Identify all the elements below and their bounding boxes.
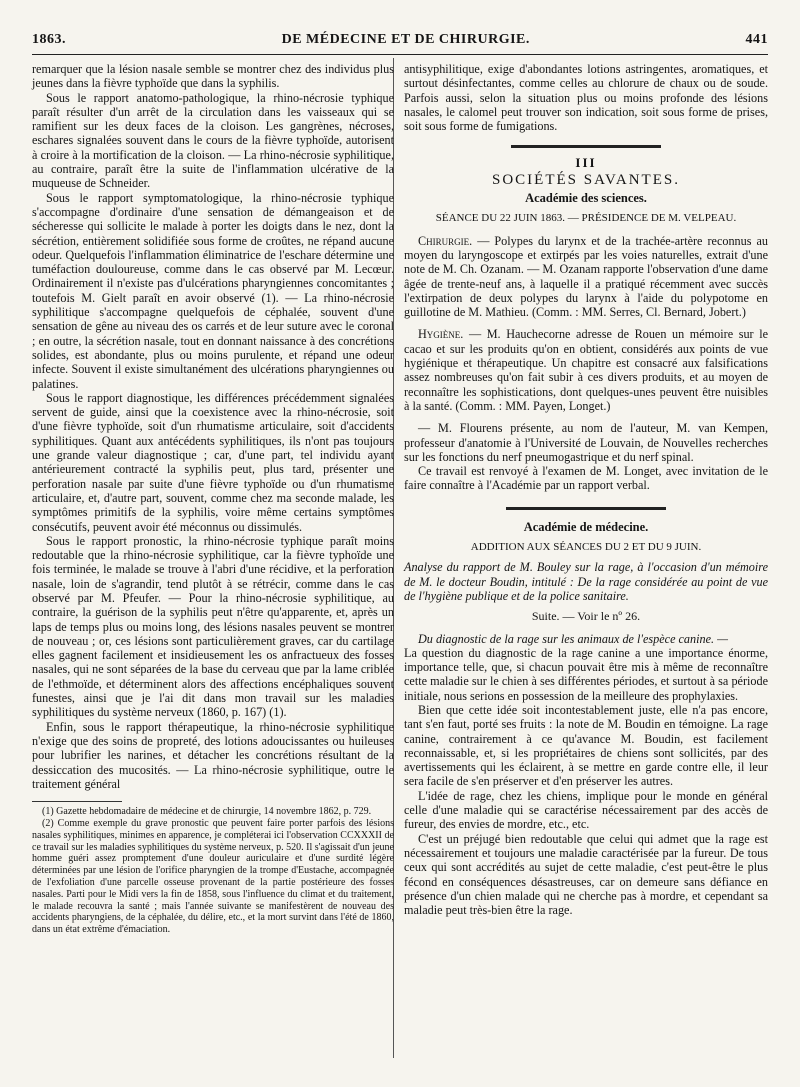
paragraph: La question du diagnostic de la rage canine a une importance énorme, importance telle, que, si chacun pouvait être mis à même de reconnaître cette maladie sur le chien à ses différentes périodes, et surtout à sa période initiale, nous serions en possession de la meilleure des prophylaxies.	[404, 645, 768, 703]
footnotes	[32, 806, 394, 936]
paragraph: antisyphilitique, exige d'abondantes lotions astringentes, aromatiques, et surtout désinfectantes, comme celles au chlorure de chaux ou de soude. Parfois aussi, selon la situation plus ou moins profonde des lésions nasales, le calomel peut trouver son indication, soit sous forme de prises, soit sous forme de fumigations.	[404, 62, 768, 134]
header-year: 1863.	[32, 32, 66, 47]
footnote: (1) Gazette hebdomadaire de médecine et de chirurgie, 14 novembre 1862, p. 729.	[42, 806, 372, 818]
session-line: SÉANCE DU 22 JUIN 1863. — PRÉSIDENCE DE M. VELPEAU.	[435, 212, 737, 225]
section-number: III	[575, 155, 597, 171]
paragraph: Sous le rapport pronostic, la rhino-nécrosie typhique paraît moins redoutable que la rhino-nécrosie syphilitique, car la fièvre typhoïde une fois terminée, le malade se trouve à l'abri d'une récidive, et la perforation nasale, loin de s'agrandir, tend plutôt à se rétrécir, comme dans le cas observé par M. Pfeufer. — Pour la rhino-nécrosie syphilitique, au contraire, la guérison de la syphilis peut n'être qu'apparente, et, après un laps de temps plus ou moins long, des lésions nasales peuvent se montrer de nouveau ; or, ces lésions sont particulièrement graves, car du cartilage elles gagnent facilement et insidieusement les os anfractueux des fosses nasales, qui ne sont séparées de la base du cerveau que par la lame criblée de l'ethmoïde, et déterminent alors des affections encéphaliques souvent funestes, ainsi que je l'ai dit dans mon travail sur les maladies syphilitiques du système nerveux (1860, p. 167) (1).	[32, 533, 394, 720]
left-column	[32, 62, 394, 936]
analysis-title: Analyse du rapport de M. Bouley sur la rage, à l'occasion d'un mémoire de M. le docteur Boudin, intitulé : De la rage considérée au point de vue de l'hygiène publique et de la police sanitaire.	[404, 560, 768, 603]
entry-label: Hygiène.	[418, 327, 464, 342]
paragraph: L'idée de rage, chez les chiens, implique pour le monde en général celle d'une maladie qui se caractérise nécessairement par des accès de fureur, des envies de mordre, etc., etc.	[404, 788, 768, 832]
continuation-note: Suite. — Voir le nº 26.	[531, 609, 641, 624]
entry-label: Chirurgie.	[418, 233, 473, 248]
session-line: ADDITION AUX SÉANCES DU 2 ET DU 9 JUIN.	[470, 541, 702, 554]
section-rule	[506, 507, 666, 510]
paragraph: remarquer que la lésion nasale semble se montrer chez des individus plus jeunes dans la fièvre typhoïde que dans la syphilis.	[32, 62, 394, 91]
paragraph: Sous le rapport anatomo-pathologique, la rhino-nécrosie typhique paraît résulter d'un arrêt de la circulation dans les vaisseaux qui se ramifient sur les deux faces de la cloison. Les gangrènes, nécroses, eschares signalées souvent dans le cours de la fièvre typhoïde, autorisent à croire à la mortification de la cloison. — La rhino-nécrosie syphilitique, au contraire, paraît être la suite de l'inflammation ulcérative de la muqueuse de Schneider.	[32, 90, 394, 191]
section-title: SOCIÉTÉS SAVANTES.	[492, 171, 680, 188]
paragraph: Ce travail est renvoyé à l'examen de M. Longet, avec invitation de le faire connaître à l'Académie par un rapport verbal.	[404, 464, 768, 493]
section-rule	[511, 145, 661, 148]
paragraph: Bien que cette idée soit incontestablement juste, elle n'a pas encore, tant s'en faut, porté ses fruits : la note de M. Boudin en témoigne. La rage canine, contrairement à ce qu'avance M. Boudin, est facilement reconnaissable, et, si les propriétaires de chiens sont sollicités, par des avertissements qui les éclairent, à se mettre en garde contre elle, il leur sera facile de s'en préserver et d'en préserver les autres.	[404, 702, 768, 789]
paragraph: Enfin, sous le rapport thérapeutique, la rhino-nécrosie syphilitique n'exige que des soins de propreté, des lotions adoucissantes ou huileuses pour lubrifier les narines, et détacher les concrétions résultant de la dessiccation des mucosités. — La rhino-nécrosie syphilitique, outre le traitement général	[32, 719, 394, 791]
entry-text: — M. Hauchecorne adresse de Rouen un mémoire sur le cacao et sur les produits qu'on en obtient, considérés aux points de vue hygiénique et thérapeutique. Un chapitre est consacré aux falsifications assez nombreuses qu'on fait subir à ces divers produits, et au moyen de reconnaître les sophistications, dont quelques-unes peuvent être nuisibles à la santé. (Comm. : MM. Payen, Longet.)	[404, 327, 768, 413]
footnote: (2) Comme exemple du grave pronostic que peuvent faire porter parfois des lésions nasales syphilitiques, minimes en apparence, je compléterai ici l'observation CCXXXII de ce travail sur les maladies syphilitiques du système nerveux, p. 520. Il s'agissait d'un jeune homme guéri assez promptement d'une douleur auriculaire et d'une surdité légère déterminées par une lésion de l'orifice pharyngien de la trompe d'Eustache, accompagnée de l'exfoliation d'une parcelle osseuse provenant de la partie postérieure des fosses nasales. Parti pour le Midi vers la fin de 1858, sous l'influence du climat et du traitement, le malade recouvra la santé ; mais l'année suivante se manifestèrent de nouveau des accidents pharyngiens, de la céphalée, du délire, etc., et la mort survint dans l'été de 1860, dans un état extrême d'émaciation.	[32, 817, 394, 936]
subsection-title: Du diagnostic de la rage sur les animaux de l'espèce canine. —	[418, 631, 728, 646]
right-column	[404, 62, 768, 917]
report-entry	[404, 327, 768, 413]
academy-heading: Académie des sciences.	[525, 191, 647, 206]
paragraph: Sous le rapport diagnostique, les différences précédemment signalées servent de guide, ainsi que la coexistence avec la rhino-nécrosie, soit d'une fièvre typhoïde, soit d'un rhumatisme articulaire, soit d'accidents syphilitiques. Quant aux antécédents syphilitiques, ils n'ont pas toujours une grande valeur diagnostique ; car, d'une part, tel individu ayant antérieurement contracté la syphilis peut, plus tard, présenter une perforation nasale par suite d'une fièvre typhoïde ou d'un rhumatisme articulaire, et, d'autre part, souvent, comme chez ma seconde malade, les symptômes primitifs de la syphilis, voire même certains symptômes consécutifs, peuvent avoir été méconnus ou dissimulés.	[32, 390, 394, 534]
entry-text: — Polypes du larynx et de la trachée-artère reconnus au moyen du laryngoscope et extirpés par les voies naturelles, extrait d'une note de M. Ch. Ozanam. — M. Ozanam rapporte l'observation d'une dame âgée de trente-neuf ans, à laquelle il a pratiqué récemment avec succès l'extirpation de deux polypes du larynx à l'aide du polypotome en guillotine de M. Mathieu. (Comm. : MM. Serres, Cl. Bernard, Jobert.)	[404, 233, 768, 320]
running-header	[32, 28, 768, 52]
header-page-number: 441	[745, 32, 768, 47]
academy-heading: Académie de médecine.	[523, 519, 649, 534]
report-entry	[404, 234, 768, 320]
header-rule	[32, 54, 768, 55]
footnote-rule	[32, 801, 122, 802]
paragraph: Sous le rapport symptomatologique, la rhino-nécrosie typhique s'accompagne d'ordinaire d'une sensation de démangeaison et de sécheresse qui sollicite le malade à porter les doigts dans le nez, dont la sécrétion, entièrement solidifiée sous forme de croûtes, ne répand aucune odeur. Quelquefois l'inflammation éliminatrice de l'eschare détermine une tuméfaction douloureuse, comme dans le cas observé par M. Lecœur. Ordinairement il n'existe pas d'ulcérations pharyngiennes concomitantes ; toutefois M. Gielt paraît en avoir observé (1). — La rhino-nécrosie syphilitique s'accompagne quelquefois de céphalée, souvent d'une sensation de gêne au niveau des os carrés et de leur suture avec le coronal ; en outre, la sécrétion nasale, tout en donnant naissance à des concrétions solides, est abondante, plus ou moins purulente, et répand une odeur infecte. Souvent il existe simultanément des ulcérations pharyngiennes ou palatines.	[32, 190, 394, 391]
paragraph: — M. Flourens présente, au nom de l'auteur, M. van Kempen, professeur d'anatomie à l'Université de Louvain, de Nouvelles recherches sur les fonctions du nerf pneumogastrique et du nerf spinal.	[404, 421, 768, 464]
paragraph: C'est un préjugé bien redoutable que celui qui admet que la rage est nécessairement et toujours une maladie caractérisée par la fureur. De tous ceux qui sont accrédités au sujet de cette maladie, c'est peut-être le plus fécond en conséquences désastreuses, car on demeure sans défiance en présence d'un chien malade qui ne cherche pas à mordre, et cependant sa maladie peut très-bien être la rage.	[404, 831, 768, 918]
header-title: DE MÉDECINE ET DE CHIRURGIE.	[281, 32, 530, 47]
